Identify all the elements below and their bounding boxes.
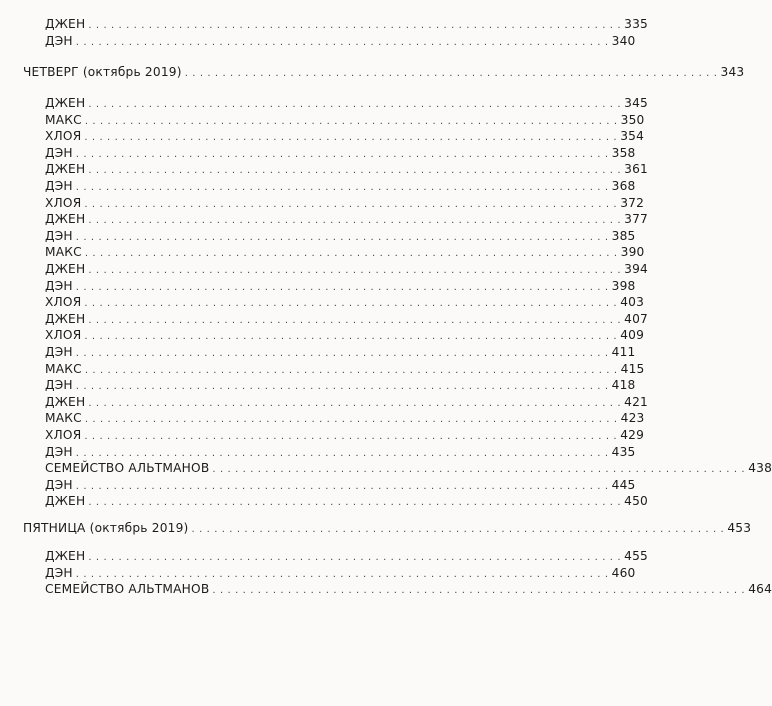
dot-leader: . . . . . . . . . . . . . . . . . . . . . . . . . . . . . . . . . . . . . . . . . . . . . . . . . . . . . . . . . . . . . . . . . . . . . . . — [88, 497, 622, 509]
toc-entry — [45, 494, 649, 510]
toc-entry-label: СЕМЕЙСТВО АЛЬТМАНОВ — [45, 582, 210, 597]
toc-page-number: 455 — [624, 549, 649, 563]
toc-entry — [45, 17, 649, 33]
toc-page-number: 354 — [620, 129, 645, 144]
toc-entry — [45, 461, 772, 477]
toc-entry-label: ДЭН — [45, 444, 73, 459]
toc-page-number: 377 — [624, 212, 649, 227]
toc-page-number: 450 — [624, 494, 649, 509]
toc-section-heading — [23, 65, 745, 81]
dot-leader: . . . . . . . . . . . . . . . . . . . . . . . . . . . . . . . . . . . . . . . . . . . . . . . . . . . . . . . . . . . . . . . . . . . . . . . — [75, 568, 609, 580]
toc-entry — [45, 477, 636, 494]
toc-page-number: 403 — [620, 295, 645, 310]
toc-page-number: 394 — [624, 262, 649, 276]
dot-leader: . . . . . . . . . . . . . . . . . . . . . . . . . . . . . . . . . . . . . . . . . . . . . . . . . . . . . . . . . . . . . . . . . . . . . . . — [75, 148, 609, 160]
toc-entry-label: ДЖЕН — [45, 212, 86, 227]
toc-entry — [45, 444, 636, 461]
toc-page-number: 350 — [620, 112, 645, 127]
toc-entry — [45, 549, 649, 565]
toc-page-number: 340 — [611, 33, 636, 48]
toc-entry-label: ДЭН — [45, 278, 73, 293]
toc-entry-label: ДЖЕН — [45, 494, 86, 509]
dot-leader: . . . . . . . . . . . . . . . . . . . . . . . . . . . . . . . . . . . . . . . . . . . . . . . . . . . . . . . . . . . . . . . . . . . . . . . — [84, 414, 618, 426]
dot-leader: . . . . . . . . . . . . . . . . . . . . . . . . . . . . . . . . . . . . . . . . . . . . . . . . . . . . . . . . . . . . . . . . . . . . . . . — [75, 281, 609, 293]
toc-page-number: 415 — [620, 361, 645, 376]
dot-leader: . . . . . . . . . . . . . . . . . . . . . . . . . . . . . . . . . . . . . . . . . . . . . . . . . . . . . . . . . . . . . . . . . . . . . . . — [75, 447, 609, 459]
toc-page-number: 358 — [611, 145, 636, 160]
dot-leader: . . . . . . . . . . . . . . . . . . . . . . . . . . . . . . . . . . . . . . . . . . . . . . . . . . . . . . . . . . . . . . . . . . . . . . . — [75, 381, 609, 393]
toc-page-number: 460 — [611, 565, 636, 580]
dot-leader: . . . . . . . . . . . . . . . . . . . . . . . . . . . . . . . . . . . . . . . . . . . . . . . . . . . . . . . . . . . . . . . . . . . . . . . — [88, 99, 622, 110]
toc-entry-label: МАКС — [45, 361, 82, 376]
dot-leader: . . . . . . . . . . . . . . . . . . . . . . . . . . . . . . . . . . . . . . . . . . . . . . . . . . . . . . . . . . . . . . . . . . . . . . . — [75, 348, 609, 359]
toc-page-number: 345 — [624, 96, 649, 110]
toc-page-number: 372 — [620, 195, 645, 210]
dot-leader: . . . . . . . . . . . . . . . . . . . . . . . . . . . . . . . . . . . . . . . . . . . . . . . . . . . . . . . . . . . . . . . . . . . . . . . — [84, 364, 618, 376]
toc-entry-label: ДЖЕН — [45, 17, 86, 31]
dot-leader: . . . . . . . . . . . . . . . . . . . . . . . . . . . . . . . . . . . . . . . . . . . . . . . . . . . . . . . . . . . . . . . . . . . . . . . — [84, 431, 618, 442]
toc-page-number: 368 — [611, 179, 636, 193]
dot-leader: . . . . . . . . . . . . . . . . . . . . . . . . . . . . . . . . . . . . . . . . . . . . . . . . . . . . . . . . . . . . . . . . . . . . . . . — [88, 165, 622, 177]
toc-entry-label: ЧЕТВЕРГ (октябрь 2019) — [23, 65, 182, 79]
toc-entry-label: ДЭН — [45, 477, 73, 492]
toc-entry — [45, 345, 636, 361]
toc-page-number: 361 — [624, 162, 649, 177]
toc-page-number: 421 — [624, 394, 649, 409]
toc-entry — [45, 582, 772, 598]
toc-page-number: 453 — [727, 521, 752, 535]
dot-leader: . . . . . . . . . . . . . . . . . . . . . . . . . . . . . . . . . . . . . . . . . . . . . . . . . . . . . . . . . . . . . . . . . . . . . . . — [212, 585, 746, 597]
toc-entry-label: ДЖЕН — [45, 394, 86, 409]
toc-entry-label: ХЛОЯ — [45, 428, 82, 442]
toc-entry — [45, 33, 636, 50]
toc-entry-label: ДЭН — [45, 33, 73, 48]
toc-page-number: 343 — [720, 65, 745, 79]
toc-entry-label: ХЛОЯ — [45, 195, 82, 210]
toc-page-number: 423 — [620, 411, 645, 426]
dot-leader: . . . . . . . . . . . . . . . . . . . . . . . . . . . . . . . . . . . . . . . . . . . . . . . . . . . . . . . . . . . . . . . . . . . . . . . — [88, 314, 622, 326]
toc-page-number: 335 — [624, 17, 649, 31]
toc-page-number: 429 — [620, 428, 645, 442]
dot-leader: . . . . . . . . . . . . . . . . . . . . . . . . . . . . . . . . . . . . . . . . . . . . . . . . . . . . . . . . . . . . . . . . . . . . . . . — [84, 198, 618, 210]
toc-entry-label: СЕМЕЙСТВО АЛЬТМАНОВ — [45, 461, 210, 476]
toc-entry-label: ДЖЕН — [45, 162, 86, 177]
dot-leader: . . . . . . . . . . . . . . . . . . . . . . . . . . . . . . . . . . . . . . . . . . . . . . . . . . . . . . . . . . . . . . . . . . . . . . . — [75, 182, 609, 193]
dot-leader: . . . . . . . . . . . . . . . . . . . . . . . . . . . . . . . . . . . . . . . . . . . . . . . . . . . . . . . . . . . . . . . . . . . . . . . — [212, 464, 746, 476]
toc-entry — [45, 228, 636, 245]
toc-entry — [45, 428, 645, 444]
toc-entry — [45, 394, 649, 411]
toc-entry — [45, 311, 649, 328]
toc-entry-label: ХЛОЯ — [45, 295, 82, 310]
dot-leader: . . . . . . . . . . . . . . . . . . . . . . . . . . . . . . . . . . . . . . . . . . . . . . . . . . . . . . . . . . . . . . . . . . . . . . . — [88, 215, 622, 227]
toc-entry-label: ДЖЕН — [45, 96, 86, 110]
toc-entry — [45, 328, 645, 344]
dot-leader: . . . . . . . . . . . . . . . . . . . . . . . . . . . . . . . . . . . . . . . . . . . . . . . . . . . . . . . . . . . . . . . . . . . . . . . — [84, 298, 618, 310]
toc-entry — [45, 278, 636, 295]
dot-leader: . . . . . . . . . . . . . . . . . . . . . . . . . . . . . . . . . . . . . . . . . . . . . . . . . . . . . . . . . . . . . . . . . . . . . . . — [75, 36, 609, 48]
toc-entry — [45, 361, 645, 378]
toc-page-number: 445 — [611, 477, 636, 492]
dot-leader: . . . . . . . . . . . . . . . . . . . . . . . . . . . . . . . . . . . . . . . . . . . . . . . . . . . . . . . . . . . . . . . . . . . . . . . — [88, 552, 622, 563]
toc-entry — [45, 411, 645, 427]
dot-leader: . . . . . . . . . . . . . . . . . . . . . . . . . . . . . . . . . . . . . . . . . . . . . . . . . . . . . . . . . . . . . . . . . . . . . . . — [84, 132, 618, 144]
toc-entry-label: ДЭН — [45, 145, 73, 160]
toc-entry-label: МАКС — [45, 245, 82, 260]
toc-entry-label: ДЭН — [45, 565, 73, 580]
toc-entry-label: МАКС — [45, 112, 82, 127]
dot-leader: . . . . . . . . . . . . . . . . . . . . . . . . . . . . . . . . . . . . . . . . . . . . . . . . . . . . . . . . . . . . . . . . . . . . . . . — [184, 68, 718, 79]
dot-leader: . . . . . . . . . . . . . . . . . . . . . . . . . . . . . . . . . . . . . . . . . . . . . . . . . . . . . . . . . . . . . . . . . . . . . . . — [84, 248, 618, 260]
toc-entry — [45, 295, 645, 311]
toc-entry — [45, 179, 636, 195]
toc-entry-label: ПЯТНИЦА (октябрь 2019) — [23, 521, 189, 535]
toc-page-number: 418 — [611, 378, 636, 393]
toc-page-number: 390 — [620, 245, 645, 260]
toc-entry-label: ДЭН — [45, 378, 73, 393]
toc-entry — [45, 212, 649, 228]
dot-leader: . . . . . . . . . . . . . . . . . . . . . . . . . . . . . . . . . . . . . . . . . . . . . . . . . . . . . . . . . . . . . . . . . . . . . . . — [88, 20, 622, 31]
toc-entry-label: ДЖЕН — [45, 549, 86, 563]
toc-page-number: 438 — [748, 461, 772, 476]
toc-entry — [45, 145, 636, 162]
toc-entry — [45, 112, 645, 129]
toc-page-number: 398 — [611, 278, 636, 293]
toc-page-number: 411 — [611, 345, 636, 359]
toc-entry — [45, 162, 649, 178]
toc-entry-label: ДЭН — [45, 345, 73, 359]
toc-page-number: 385 — [611, 228, 636, 243]
dot-leader: . . . . . . . . . . . . . . . . . . . . . . . . . . . . . . . . . . . . . . . . . . . . . . . . . . . . . . . . . . . . . . . . . . . . . . . — [88, 397, 622, 409]
toc-page-number: 435 — [611, 444, 636, 459]
toc-entry-label: МАКС — [45, 411, 82, 426]
toc-entry — [45, 245, 645, 261]
toc-entry-label: ДЖЕН — [45, 311, 86, 326]
toc-page-number: 407 — [624, 311, 649, 326]
dot-leader: . . . . . . . . . . . . . . . . . . . . . . . . . . . . . . . . . . . . . . . . . . . . . . . . . . . . . . . . . . . . . . . . . . . . . . . — [191, 524, 725, 535]
toc-entry-label: ДЭН — [45, 179, 73, 193]
toc-entry — [45, 378, 636, 394]
toc-entry — [45, 96, 649, 112]
toc-page-number: 409 — [620, 328, 645, 343]
toc-section-heading — [23, 521, 752, 537]
toc-entry — [45, 565, 636, 582]
dot-leader: . . . . . . . . . . . . . . . . . . . . . . . . . . . . . . . . . . . . . . . . . . . . . . . . . . . . . . . . . . . . . . . . . . . . . . . — [88, 265, 622, 276]
toc-page-number: 464 — [748, 582, 772, 597]
toc-entry-label: ХЛОЯ — [45, 129, 82, 144]
toc-entry — [45, 262, 649, 278]
toc-entry-label: ДЭН — [45, 228, 73, 243]
toc-entry — [45, 129, 645, 145]
dot-leader: . . . . . . . . . . . . . . . . . . . . . . . . . . . . . . . . . . . . . . . . . . . . . . . . . . . . . . . . . . . . . . . . . . . . . . . — [75, 231, 609, 243]
dot-leader: . . . . . . . . . . . . . . . . . . . . . . . . . . . . . . . . . . . . . . . . . . . . . . . . . . . . . . . . . . . . . . . . . . . . . . . — [75, 480, 609, 492]
dot-leader: . . . . . . . . . . . . . . . . . . . . . . . . . . . . . . . . . . . . . . . . . . . . . . . . . . . . . . . . . . . . . . . . . . . . . . . — [84, 115, 618, 127]
toc-entry — [45, 195, 645, 212]
dot-leader: . . . . . . . . . . . . . . . . . . . . . . . . . . . . . . . . . . . . . . . . . . . . . . . . . . . . . . . . . . . . . . . . . . . . . . . — [84, 331, 618, 343]
toc-entry-label: ДЖЕН — [45, 262, 86, 276]
toc-entry-label: ХЛОЯ — [45, 328, 82, 343]
